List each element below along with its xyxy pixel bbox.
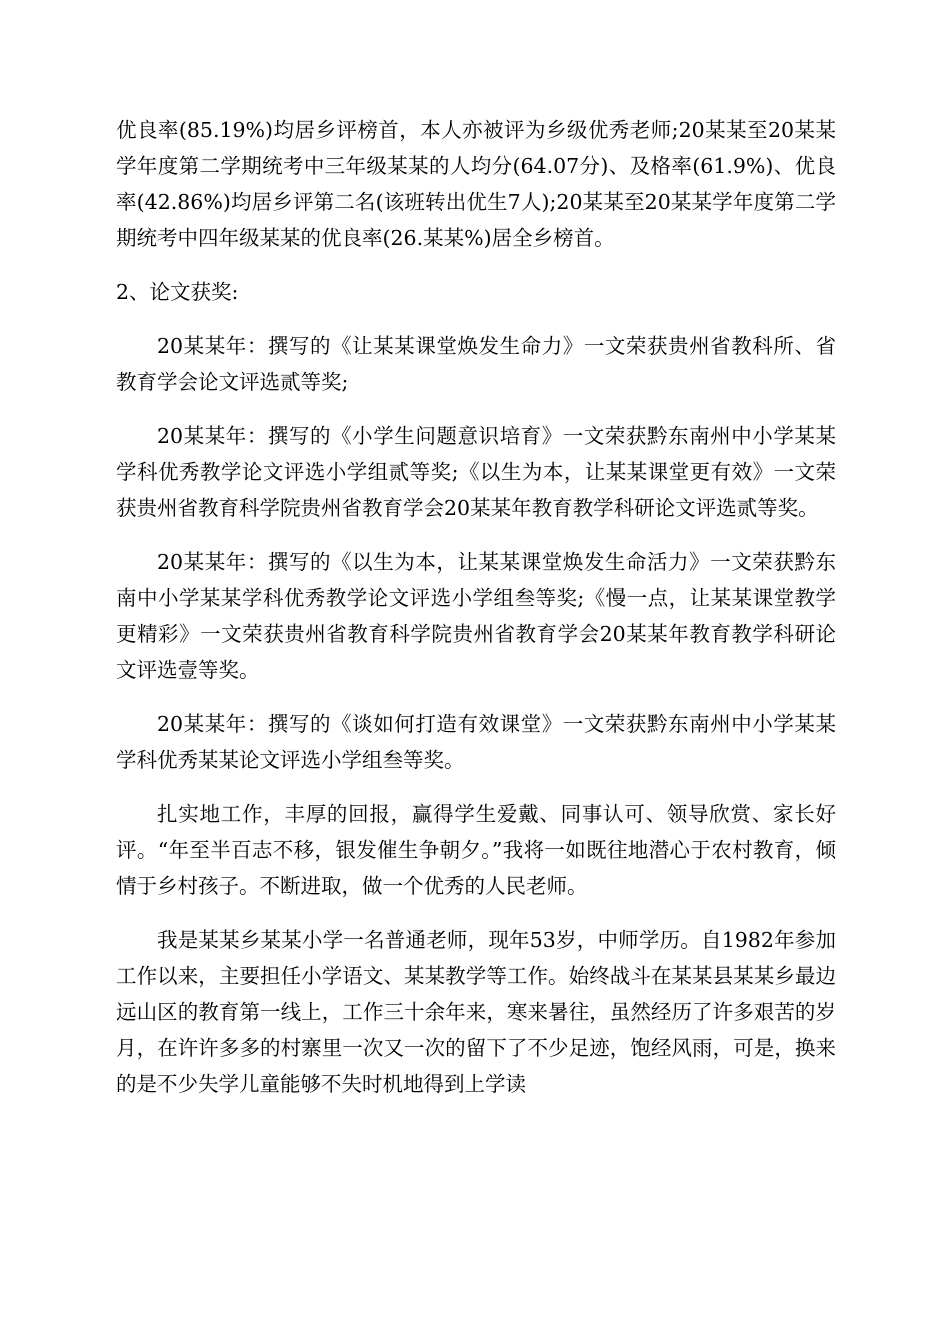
paragraph-pass-rates: 优良率(85.19%)均居乡评榜首，本人亦被评为乡级优秀老师;20某某至20某某学年度第二学期统考中三年级某某的人均分(64.07分)、及格率(61.9%)、优良率(42.86%)均居乡评第二名(该班转出优生7人);20某某至20某某学年度第二学期统考中四年级某某的优良率(26.某某%)居全乡榜首。: [116, 118, 836, 250]
paragraph-introduction: 我是某某乡某某小学一名普通老师，现年53岁，中师学历。自1982年参加工作以来，主要担任小学语文、某某教学等工作。始终战斗在某某县某某乡最边远山区的教育第一线上，工作三十余年来，寒来暑往，虽然经历了许多艰苦的岁月，在许许多多的村寨里一次又一次的留下了不少足迹，饱经风雨，可是，换来的是不少失学儿童能够不失时机地得到上学读: [116, 928, 836, 1096]
paragraph-award-3: 20某某年：撰写的《以生为本，让某某课堂焕发生命活力》一文荣获黔东南中小学某某学科优秀教学论文评选小学组叁等奖;《慢一点，让某某课堂教学更精彩》一文荣获贵州省教育科学院贵州省教育学会20某某年教育教学科研论文评选壹等奖。: [116, 550, 836, 682]
paragraph-award-4: 20某某年：撰写的《谈如何打造有效课堂》一文荣获黔东南州中小学某某学科优秀某某论文评选小学组叁等奖。: [116, 712, 836, 772]
paragraph-summary: 扎实地工作，丰厚的回报，赢得学生爱戴、同事认可、领导欣赏、家长好评。“年至半百志不移，银发催生争朝夕。”我将一如既往地潜心于农村教育，倾情于乡村孩子。不断进取，做一个优秀的人民老师。: [116, 802, 836, 898]
document-page: [116, 112, 836, 1120]
paragraph-award-2: 20某某年：撰写的《小学生问题意识培育》一文荣获黔东南州中小学某某学科优秀教学论文评选小学组贰等奖;《以生为本，让某某课堂更有效》一文荣获贵州省教育科学院贵州省教育学会20某某年教育教学科研论文评选贰等奖。: [116, 424, 836, 520]
paragraph-award-1: 20某某年：撰写的《让某某课堂焕发生命力》一文荣获贵州省教科所、省教育学会论文评选贰等奖;: [116, 334, 836, 394]
section-heading-paper-awards: 2、论文获奖:: [116, 280, 239, 304]
